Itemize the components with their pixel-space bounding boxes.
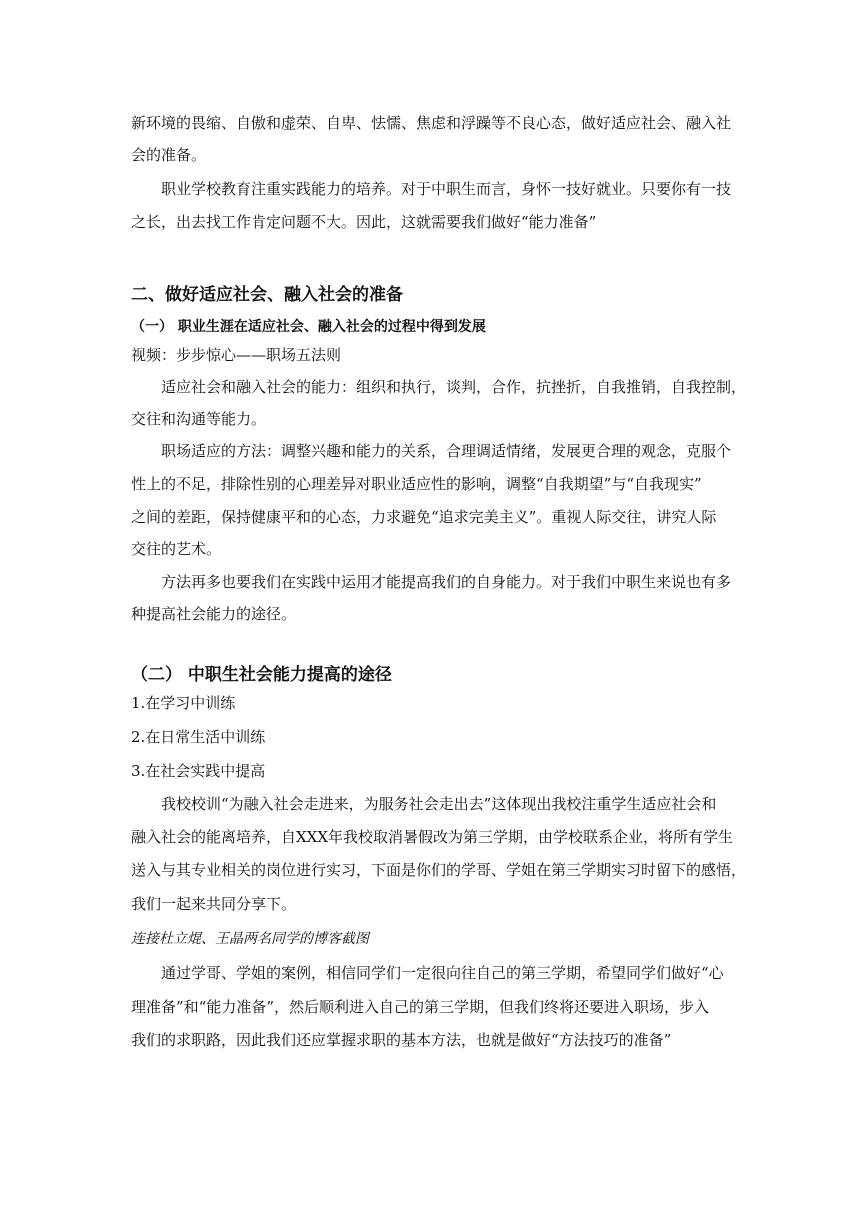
paragraph-line: 融入社会的能离培养，自XXX年我校取消暑假改为第三学期，由学校联系企业，将所有学生: [131, 828, 734, 846]
note-line: 连接杜立焜、王晶两名同学的博客截图: [131, 931, 369, 947]
paragraph-line: 我校校训“为融入社会走进来，为服务社会走出去”这体现出我校注重学生适应社会和: [161, 795, 717, 813]
paragraph-line: 适应社会和融入社会的能力：组织和执行，谈判，合作，抗挫折，自我推销，自我控制，: [161, 378, 747, 396]
subsection-heading: （一） 职业生涯在适应社会、融入社会的过程中得到发展: [131, 319, 486, 335]
list-item: 2.在日常生活中训练: [131, 728, 266, 746]
paragraph-line: 送入与其专业相关的岗位进行实习，下面是你们的学哥、学姐在第三学期实习时留下的感悟，: [131, 861, 747, 879]
list-item: 3.在社会实践中提高: [131, 762, 266, 780]
paragraph-line: 之长，出去找工作肯定问题不大。因此，这就需要我们做好“能力准备”: [131, 213, 597, 231]
paragraph-line: 我们一起来共同分享下。: [131, 895, 297, 913]
paragraph-line: 之间的差距，保持健康平和的心态，力求避免“追求完美主义”。重视人际交往，讲究人际: [131, 508, 717, 526]
paragraph-line: 会的准备。: [131, 146, 207, 164]
paragraph-line: 交往和沟通等能力。: [131, 410, 267, 428]
paragraph-line: 方法再多也要我们在实践中运用才能提高我们的自身能力。对于我们中职生来说也有多: [161, 573, 732, 591]
subsection-heading: （二） 中职生社会能力提高的途径: [131, 665, 392, 685]
paragraph-line: 通过学哥、学姐的案例，相信同学们一定很向往自己的第三学期，希望同学们做好“心: [161, 964, 724, 982]
paragraph-line: 理准备”和“能力准备”，然后顺利进入自己的第三学期，但我们终将还要进入职场，步入: [131, 998, 710, 1016]
paragraph-line: 职业学校教育注重实践能力的培养。对于中职生而言，身怀一技好就业。只要你有一技: [161, 180, 732, 198]
list-item: 1.在学习中训练: [131, 694, 236, 712]
paragraph-line: 交往的艺术。: [131, 540, 222, 558]
paragraph-line: 新环境的畏缩、自傲和虚荣、自卑、怯懦、焦虑和浮躁等不良心态，做好适应社会、融入社: [131, 114, 732, 132]
paragraph-line: 职场适应的方法：调整兴趣和能力的关系，合理调适情绪，发展更合理的观念，克服个: [161, 442, 732, 460]
paragraph-line: 视频：步步惊心——职场五法则: [131, 346, 342, 364]
section-heading: 二、做好适应社会、融入社会的准备: [131, 285, 403, 305]
paragraph-line: 种提高社会能力的途径。: [131, 605, 297, 623]
paragraph-line: 我们的求职路，因此我们还应掌握求职的基本方法，也就是做好“方法技巧的准备”: [131, 1031, 672, 1049]
paragraph-line: 性上的不足，排除性别的心理差异对职业适应性的影响，调整“自我期望”与“自我现实”: [131, 475, 702, 493]
